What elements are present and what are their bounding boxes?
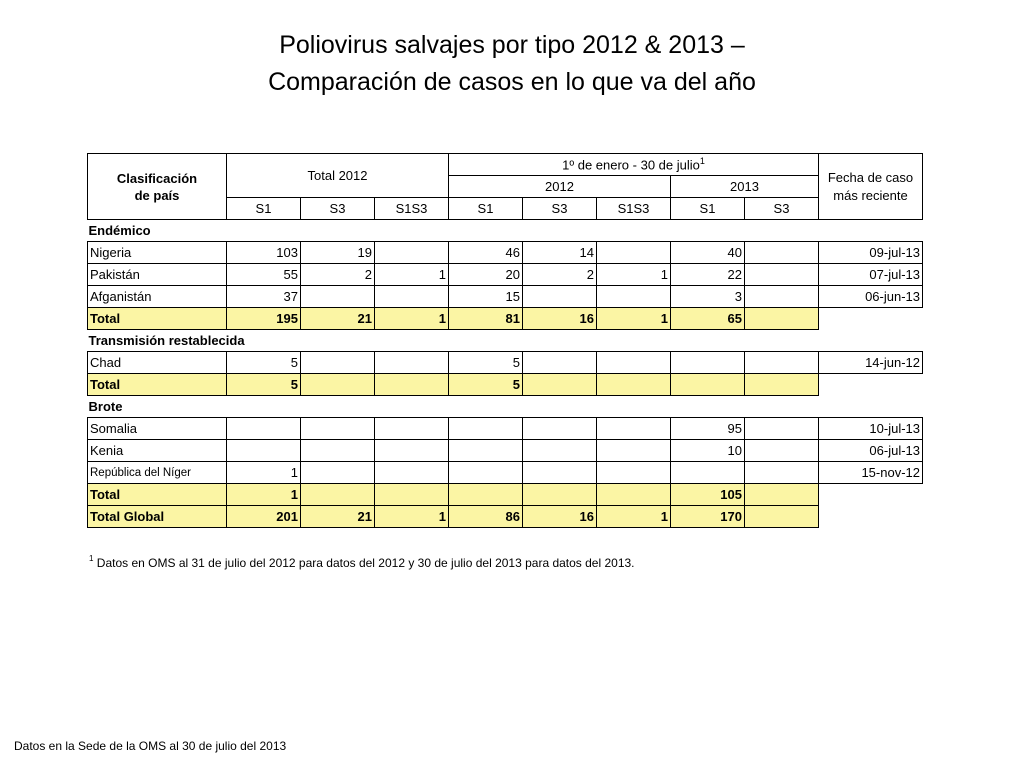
- total-label: Total Global: [88, 506, 227, 528]
- value-cell: [375, 352, 449, 374]
- total-value-cell: 65: [671, 308, 745, 330]
- period-label: 1º de enero - 30 de julio: [562, 157, 700, 173]
- total-value-cell: [375, 374, 449, 396]
- value-cell: 2: [301, 264, 375, 286]
- section-label: Transmisión restablecida: [88, 333, 245, 348]
- value-cell: [523, 418, 597, 440]
- value-cell: [301, 462, 375, 484]
- source-note: Datos en la Sede de la OMS al 30 de julio del 2013: [14, 739, 287, 753]
- sub-header: S3: [301, 198, 375, 220]
- value-cell: [745, 440, 819, 462]
- total-value-cell: [375, 484, 449, 506]
- value-cell: [375, 286, 449, 308]
- value-cell: [449, 440, 523, 462]
- value-cell: [375, 440, 449, 462]
- value-cell: [745, 264, 819, 286]
- value-cell: [597, 352, 671, 374]
- grand-total-row: [88, 506, 923, 528]
- period-sup: 1: [699, 156, 705, 167]
- total-value-cell: 5: [449, 374, 523, 396]
- total-value-cell: 1: [227, 484, 301, 506]
- year-2012-header: 2012: [449, 176, 671, 198]
- section-header-row: [88, 330, 923, 352]
- country-cell: Somalia: [88, 418, 227, 440]
- classification-header: [88, 154, 227, 220]
- total-value-cell: 21: [301, 506, 375, 528]
- footnote-text: Datos en OMS al 31 de julio del 2012 para datos del 2012 y 30 de julio del 2013 para datos del 2013.: [96, 556, 635, 570]
- date-cell: 14-jun-12: [819, 352, 923, 374]
- section-header-row: [88, 396, 923, 418]
- total-value-cell: [745, 374, 819, 396]
- total-2012-header: Total 2012: [227, 154, 449, 198]
- title-line-1: Poliovirus salvajes por tipo 2012 & 2013 –: [279, 31, 745, 59]
- value-cell: [597, 462, 671, 484]
- total-label: Total: [88, 484, 227, 506]
- value-cell: 15: [449, 286, 523, 308]
- value-cell: 10: [671, 440, 745, 462]
- table-row: [88, 242, 923, 264]
- value-cell: [375, 242, 449, 264]
- date-cell: 15-nov-12: [819, 462, 923, 484]
- value-cell: [301, 352, 375, 374]
- total-value-cell: 81: [449, 308, 523, 330]
- total-value-cell: 16: [523, 308, 597, 330]
- date-cell: 09-jul-13: [819, 242, 923, 264]
- table-row: [88, 462, 923, 484]
- latest-line-2: más reciente: [833, 187, 908, 203]
- sub-header: S3: [745, 198, 819, 220]
- value-cell: 40: [671, 242, 745, 264]
- empty-cell: [819, 374, 923, 396]
- value-cell: [597, 242, 671, 264]
- value-cell: 22: [671, 264, 745, 286]
- country-cell: Afganistán: [88, 286, 227, 308]
- date-cell: 10-jul-13: [819, 418, 923, 440]
- value-cell: [523, 440, 597, 462]
- section-label: Brote: [88, 399, 123, 414]
- table-row: [88, 418, 923, 440]
- total-value-cell: 21: [301, 308, 375, 330]
- total-value-cell: [745, 484, 819, 506]
- value-cell: [523, 286, 597, 308]
- total-value-cell: 1: [597, 506, 671, 528]
- empty-cell: [819, 484, 923, 506]
- footnote-marker: 1: [89, 554, 94, 563]
- value-cell: [745, 286, 819, 308]
- date-cell: 06-jul-13: [819, 440, 923, 462]
- total-value-cell: 105: [671, 484, 745, 506]
- value-cell: 1: [227, 462, 301, 484]
- value-cell: 5: [449, 352, 523, 374]
- total-value-cell: [523, 484, 597, 506]
- table-row: [88, 352, 923, 374]
- value-cell: [449, 462, 523, 484]
- value-cell: 103: [227, 242, 301, 264]
- total-row: [88, 484, 923, 506]
- total-value-cell: 1: [375, 308, 449, 330]
- total-value-cell: 195: [227, 308, 301, 330]
- value-cell: 3: [671, 286, 745, 308]
- value-cell: [301, 286, 375, 308]
- value-cell: [745, 352, 819, 374]
- total-value-cell: [449, 484, 523, 506]
- value-cell: 20: [449, 264, 523, 286]
- value-cell: [597, 418, 671, 440]
- value-cell: 1: [597, 264, 671, 286]
- value-cell: [745, 242, 819, 264]
- value-cell: 1: [375, 264, 449, 286]
- value-cell: 46: [449, 242, 523, 264]
- value-cell: [523, 352, 597, 374]
- value-cell: [375, 418, 449, 440]
- value-cell: 5: [227, 352, 301, 374]
- value-cell: 55: [227, 264, 301, 286]
- total-value-cell: [597, 484, 671, 506]
- value-cell: [671, 352, 745, 374]
- value-cell: [745, 462, 819, 484]
- section-label: Endémico: [88, 223, 151, 238]
- total-value-cell: [745, 506, 819, 528]
- value-cell: [523, 462, 597, 484]
- value-cell: [227, 440, 301, 462]
- total-value-cell: 5: [227, 374, 301, 396]
- header-row-1: [88, 154, 923, 176]
- total-value-cell: 16: [523, 506, 597, 528]
- total-value-cell: [301, 484, 375, 506]
- title-line-2: Comparación de casos en lo que va del año: [268, 68, 756, 96]
- total-row: [88, 374, 923, 396]
- total-value-cell: [523, 374, 597, 396]
- sub-header: S1: [671, 198, 745, 220]
- total-value-cell: [597, 374, 671, 396]
- total-label: Total: [88, 308, 227, 330]
- table-row: [88, 440, 923, 462]
- country-cell: Pakistán: [88, 264, 227, 286]
- value-cell: [597, 440, 671, 462]
- total-value-cell: [671, 374, 745, 396]
- table-row: [88, 286, 923, 308]
- value-cell: [375, 462, 449, 484]
- value-cell: [301, 440, 375, 462]
- date-cell: 06-jun-13: [819, 286, 923, 308]
- value-cell: 2: [523, 264, 597, 286]
- sub-header: S1S3: [597, 198, 671, 220]
- section-header-row: [88, 220, 923, 242]
- value-cell: 19: [301, 242, 375, 264]
- value-cell: 37: [227, 286, 301, 308]
- value-cell: [227, 418, 301, 440]
- empty-cell: [819, 506, 923, 528]
- latest-case-header: [819, 154, 923, 220]
- classification-line-1: Clasificación: [116, 170, 198, 186]
- classification-line-2: de país: [134, 187, 180, 203]
- footnote: [89, 556, 635, 570]
- sub-header: S3: [523, 198, 597, 220]
- country-cell: Chad: [88, 352, 227, 374]
- sub-header: S1S3: [375, 198, 449, 220]
- total-value-cell: 1: [597, 308, 671, 330]
- country-cell: Nigeria: [88, 242, 227, 264]
- value-cell: [301, 418, 375, 440]
- table-row: [88, 264, 923, 286]
- value-cell: [671, 462, 745, 484]
- latest-line-1: Fecha de caso: [827, 169, 914, 185]
- total-value-cell: 201: [227, 506, 301, 528]
- sub-header: S1: [449, 198, 523, 220]
- polio-cases-table: [87, 153, 923, 528]
- total-value-cell: [301, 374, 375, 396]
- year-2013-header: 2013: [671, 176, 819, 198]
- total-row: [88, 308, 923, 330]
- total-value-cell: [745, 308, 819, 330]
- total-value-cell: 1: [375, 506, 449, 528]
- value-cell: 95: [671, 418, 745, 440]
- total-value-cell: 170: [671, 506, 745, 528]
- country-cell: República del Níger: [88, 462, 227, 484]
- value-cell: 14: [523, 242, 597, 264]
- empty-cell: [819, 308, 923, 330]
- value-cell: [597, 286, 671, 308]
- country-cell: Kenia: [88, 440, 227, 462]
- sub-header: S1: [227, 198, 301, 220]
- date-cell: 07-jul-13: [819, 264, 923, 286]
- period-header: [449, 154, 819, 176]
- total-label: Total: [88, 374, 227, 396]
- value-cell: [449, 418, 523, 440]
- value-cell: [745, 418, 819, 440]
- total-value-cell: 86: [449, 506, 523, 528]
